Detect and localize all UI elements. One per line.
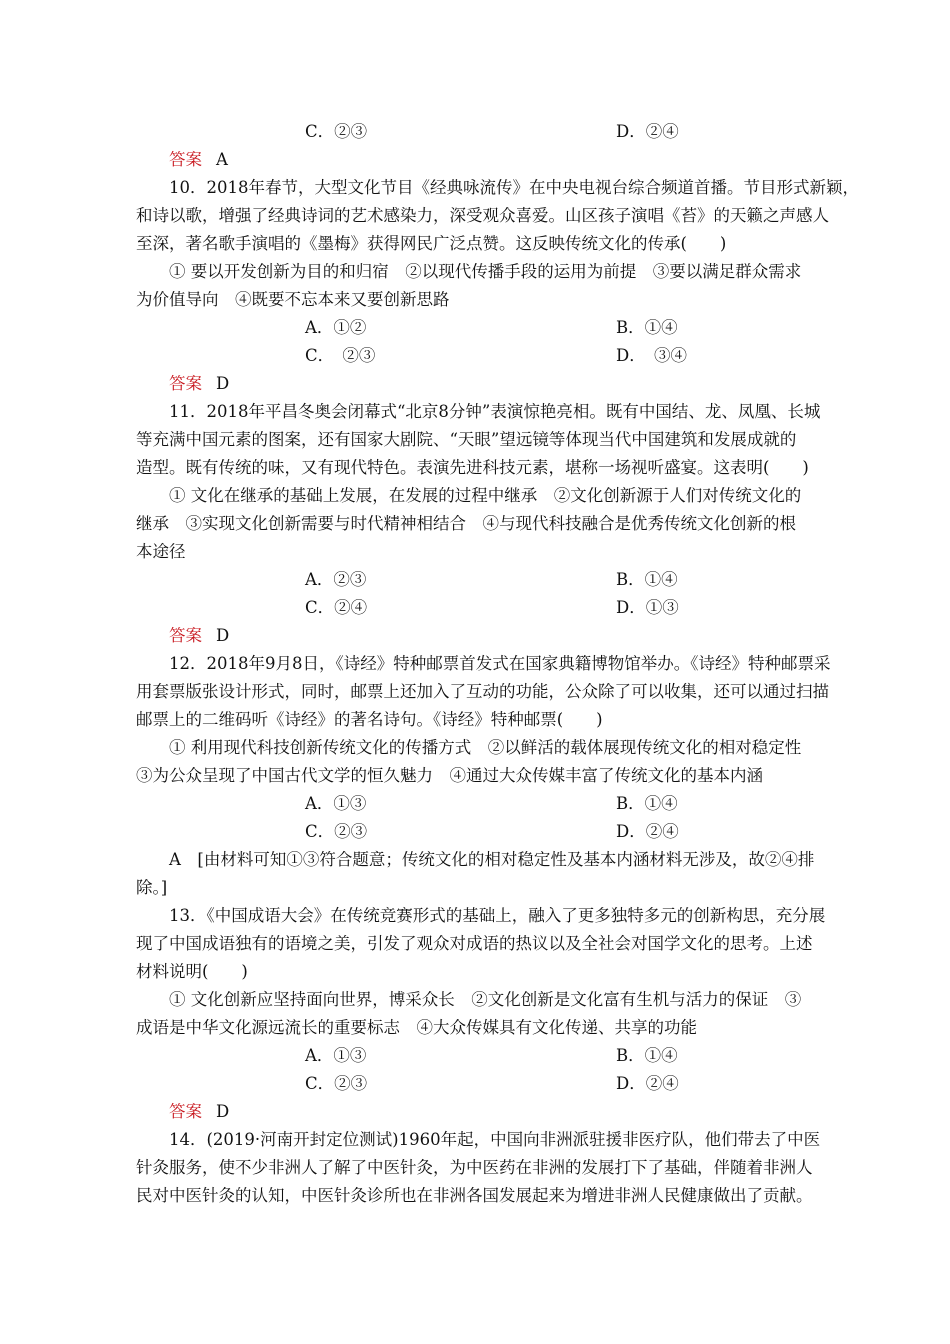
q12-stem-line-3: 邮票上的二维码听《诗经》的著名诗句。《诗经》特种邮票( ) <box>136 710 603 729</box>
q13-option-d: D．②④ <box>616 1074 679 1093</box>
answer-value: D <box>216 374 230 393</box>
option-c: C．②③ <box>305 122 368 141</box>
q10-items-line-1: ① 要以开发创新为目的和归宿 ②以现代传播手段的运用为前提 ③要以满足群众需求 <box>169 262 802 281</box>
q13-stem-line-3: 材料说明( ) <box>136 962 248 981</box>
q10-option-a: A．①② <box>305 318 367 337</box>
answer-label: 答案 <box>169 374 202 393</box>
q12-explanation-line-2: 除。] <box>136 878 168 897</box>
q12-stem-line-2: 用套票版张设计形式，同时，邮票上还加入了互动的功能，公众除了可以收集，还可以通过扫描 <box>136 682 829 701</box>
q11-option-b: B．①④ <box>616 570 678 589</box>
q11-stem-line-3: 造型。既有传统的味，又有现代特色。表演先进科技元素，堪称一场视听盛宴。这表明( ) <box>136 458 809 477</box>
q13-stem-line-1: 13．《中国成语大会》在传统竞赛形式的基础上，融入了更多独特多元的创新构思，充分展 <box>169 906 826 925</box>
answer-label: 答案 <box>169 1102 202 1121</box>
q14-stem-line-2: 针灸服务，使不少非洲人了解了中医针灸，为中医药在非洲的发展打下了基础，伴随着非洲人 <box>136 1158 813 1177</box>
q11-option-d: D．①③ <box>616 598 679 617</box>
q13-option-a: A．①③ <box>305 1046 367 1065</box>
q10-answer <box>169 373 849 395</box>
answer-value: D <box>216 626 230 645</box>
answer-label: 答案 <box>169 150 202 169</box>
q12-option-c: C．②③ <box>305 822 368 841</box>
prev-answer <box>169 149 849 171</box>
answer-value: D <box>216 1102 230 1121</box>
q14-stem-line-3: 民对中医针灸的认知，中医针灸诊所也在非洲各国发展起来为增进非洲人民健康做出了贡献。 <box>136 1186 813 1205</box>
q10-stem-line-3: 至深，著名歌手演唱的《墨梅》获得网民广泛点赞。这反映传统文化的传承( ) <box>136 234 727 253</box>
q12-option-a: A．①③ <box>305 794 367 813</box>
q13-items-line-2: 成语是中华文化源远流长的重要标志 ④大众传媒具有文化传递、共享的功能 <box>136 1018 697 1037</box>
q10-stem-line-1: 10．2018年春节，大型文化节目《经典咏流传》在中央电视台综合频道首播。节目形式新颖， <box>169 178 859 197</box>
q11-option-c: C．②④ <box>305 598 368 617</box>
q11-items-line-3: 本途径 <box>136 542 186 561</box>
q13-stem-line-2: 现了中国成语独有的语境之美，引发了观众对成语的热议以及全社会对国学文化的思考。上述 <box>136 934 813 953</box>
q11-option-a: A．②③ <box>305 570 367 589</box>
q11-stem-line-2: 等充满中国元素的图案，还有国家大剧院、“天眼”望远镜等体现当代中国建筑和发展成就的 <box>136 430 797 449</box>
q13-answer <box>169 1101 849 1123</box>
q11-answer <box>169 625 849 647</box>
q13-option-c: C．②③ <box>305 1074 368 1093</box>
answer-value: A <box>216 150 228 169</box>
answer-label: 答案 <box>169 626 202 645</box>
q12-items-line-1: ① 利用现代科技创新传统文化的传播方式 ②以鲜活的载体展现传统文化的相对稳定性 <box>169 738 802 757</box>
q10-option-d: D． ③④ <box>616 346 687 365</box>
option-d: D．②④ <box>616 122 679 141</box>
q12-option-d: D．②④ <box>616 822 679 841</box>
q10-items-line-2: 为价值导向 ④既要不忘本来又要创新思路 <box>136 290 450 309</box>
q11-items-line-1: ① 文化在继承的基础上发展，在发展的过程中继承 ②文化创新源于人们对传统文化的 <box>169 486 802 505</box>
q10-option-b: B．①④ <box>616 318 678 337</box>
q13-items-line-1: ① 文化创新应坚持面向世界，博采众长 ②文化创新是文化富有生机与活力的保证 ③ <box>169 990 802 1009</box>
q10-option-c: C． ②③ <box>305 346 376 365</box>
q11-stem-line-1: 11．2018年平昌冬奥会闭幕式“北京8分钟”表演惊艳亮相。既有中国结、龙、凤凰、长城 <box>169 402 821 421</box>
q12-items-line-2: ③为公众呈现了中国古代文学的恒久魅力 ④通过大众传媒丰富了传统文化的基本内涵 <box>136 766 763 785</box>
q14-stem-line-1: 14．(2019·河南开封定位测试)1960年起，中国向非洲派驻援非医疗队，他们带去了中医 <box>169 1130 821 1149</box>
q11-items-line-2: 继承 ③实现文化创新需要与时代精神相结合 ④与现代科技融合是优秀传统文化创新的根 <box>136 514 796 533</box>
q13-option-b: B．①④ <box>616 1046 678 1065</box>
q12-explanation-line-1: A [由材料可知①③符合题意；传统文化的相对稳定性及基本内涵材料无涉及，故②④排 <box>169 850 815 869</box>
q12-option-b: B．①④ <box>616 794 678 813</box>
q12-stem-line-1: 12．2018年9月8日，《诗经》特种邮票首发式在国家典籍博物馆举办。《诗经》特种邮票采 <box>169 654 831 673</box>
q10-stem-line-2: 和诗以歌，增强了经典诗词的艺术感染力，深受观众喜爱。山区孩子演唱《苔》的天籁之声感人 <box>136 206 829 225</box>
